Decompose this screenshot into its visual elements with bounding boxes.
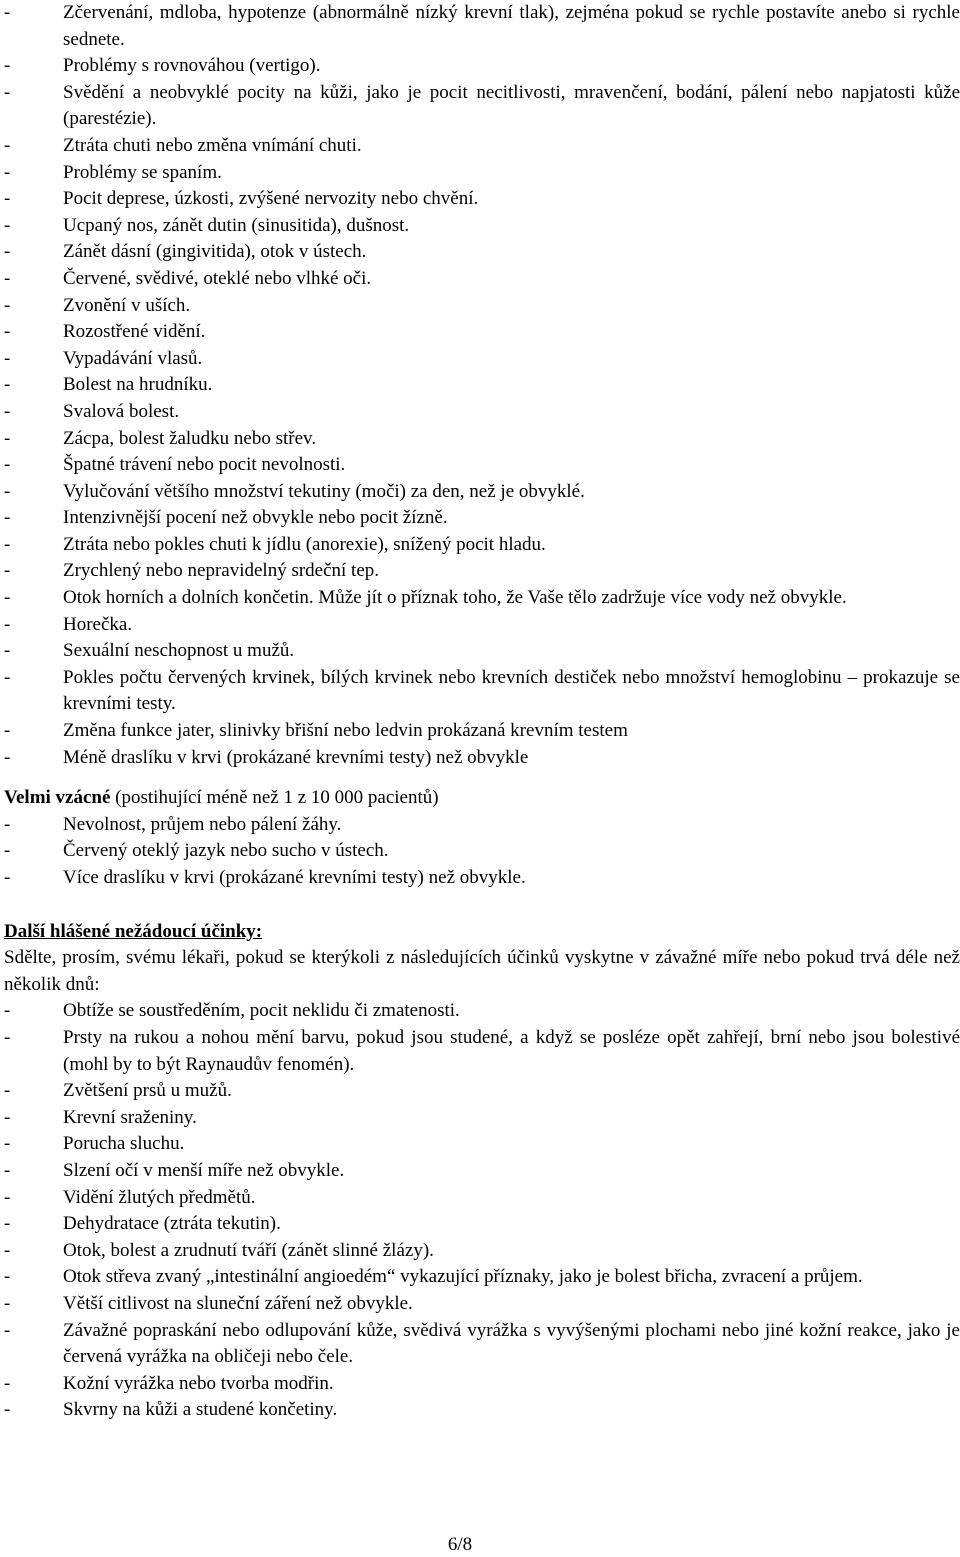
list-item: - Pokles počtu červených krvinek, bílých krvinek nebo krevních destiček nebo množství hemoglobinu – prokazuje se krevními testy. xyxy=(4,665,960,718)
list-item: - Problémy s rovnováhou (vertigo). xyxy=(4,53,960,80)
list-item: - Obtíže se soustředěním, pocit neklidu či zmatenosti. xyxy=(4,998,960,1025)
very-rare-qualifier: (postihující méně než 1 z 10 000 pacientů) xyxy=(110,787,439,809)
list-item: - Zánět dásní (gingivitida), otok v ústech. xyxy=(4,239,960,266)
list-item: - Dehydratace (ztráta tekutin). xyxy=(4,1211,960,1238)
list-item: - Červené, svědivé, oteklé nebo vlhké oči. xyxy=(4,266,960,293)
list-item: - Závažné popraskání nebo odlupování kůže, svědivá vyrážka s vyvýšenými plochami nebo jiné kožní reakce, jako je červená vyrážka na obličeji nebo čele. xyxy=(4,1318,960,1371)
list-item: - Ztráta nebo pokles chuti k jídlu (anorexie), snížený pocit hladu. xyxy=(4,532,960,559)
list-item: - Porucha sluchu. xyxy=(4,1131,960,1158)
list-item: - Zvonění v uších. xyxy=(4,293,960,320)
side-effects-list-continued xyxy=(4,0,960,771)
list-item: - Sexuální neschopnost u mužů. xyxy=(4,638,960,665)
other-effects-list xyxy=(4,998,960,1424)
list-item: - Zčervenání, mdloba, hypotenze (abnormálně nízký krevní tlak), zejména pokud se rychle postavíte anebo si rychle sednete. xyxy=(4,0,960,53)
list-item: - Otok horních a dolních končetin. Může jít o příznak toho, že Vaše tělo zadržuje více vody než obvykle. xyxy=(4,585,960,612)
list-item: - Rozostřené vidění. xyxy=(4,319,960,346)
list-item: - Pocit deprese, úzkosti, zvýšené nervozity nebo chvění. xyxy=(4,186,960,213)
list-item: - Skvrny na kůži a studené končetiny. xyxy=(4,1397,960,1424)
very-rare-label: Velmi vzácné xyxy=(4,787,111,809)
document-page xyxy=(4,0,960,1424)
list-item: - Otok střeva zvaný „intestinální angioedém“ vykazující příznaky, jako je bolest břicha, zvracení a průjem. xyxy=(4,1264,960,1291)
list-item: - Zrychlený nebo nepravidelný srdeční tep. xyxy=(4,558,960,585)
other-effects-intro: Sdělte, prosím, svému lékaři, pokud se kterýkoli z následujících účinků vyskytne v závažné míře nebo pokud trvá déle než několik dnů: xyxy=(4,947,960,995)
list-item: - Vylučování většího množství tekutiny (moči) za den, než je obvyklé. xyxy=(4,479,960,506)
list-item: - Svalová bolest. xyxy=(4,399,960,426)
list-item: - Špatné trávení nebo pocit nevolnosti. xyxy=(4,452,960,479)
list-item: - Vypadávání vlasů. xyxy=(4,346,960,373)
list-item: - Bolest na hrudníku. xyxy=(4,372,960,399)
list-item: - Větší citlivost na sluneční záření než obvykle. xyxy=(4,1291,960,1318)
list-item: - Prsty na rukou a nohou mění barvu, pokud jsou studené, a když se posléze opět zahřejí, brní nebo jsou bolestivé (mohl by to být Raynaudův fenomén). xyxy=(4,1025,960,1078)
page-number: 6/8 xyxy=(447,1534,473,1555)
other-effects-heading: Další hlášené nežádoucí účinky: xyxy=(4,920,263,942)
list-item: - Intenzivnější pocení než obvykle nebo pocit žízně. xyxy=(4,505,960,532)
list-item: - Otok, bolest a zrudnutí tváří (zánět slinné žlázy). xyxy=(4,1238,960,1265)
list-item: - Nevolnost, průjem nebo pálení žáhy. xyxy=(4,812,960,839)
very-rare-list xyxy=(4,812,960,892)
other-effects-section xyxy=(4,919,960,1424)
list-item: - Horečka. xyxy=(4,612,960,639)
list-item: - Změna funkce jater, slinivky břišní nebo ledvin prokázaná krevním testem xyxy=(4,718,960,745)
list-item: - Ztráta chuti nebo změna vnímání chuti. xyxy=(4,133,960,160)
list-item: - Kožní vyrážka nebo tvorba modřin. xyxy=(4,1371,960,1398)
list-item: - Méně draslíku v krvi (prokázané krevními testy) než obvykle xyxy=(4,745,960,772)
list-item: - Červený oteklý jazyk nebo sucho v ústech. xyxy=(4,838,960,865)
very-rare-heading xyxy=(4,785,960,812)
list-item: - Slzení očí v menší míře než obvykle. xyxy=(4,1158,960,1185)
list-item: - Krevní sraženiny. xyxy=(4,1105,960,1132)
list-item: - Více draslíku v krvi (prokázané krevními testy) než obvykle. xyxy=(4,865,960,892)
list-item: - Zvětšení prsů u mužů. xyxy=(4,1078,960,1105)
list-item: - Svědění a neobvyklé pocity na kůži, jako je pocit necitlivosti, mravenčení, bodání, pálení nebo napjatosti kůže (parestézie). xyxy=(4,80,960,133)
list-item: - Zácpa, bolest žaludku nebo střev. xyxy=(4,426,960,453)
list-item: - Problémy se spaním. xyxy=(4,160,960,187)
list-item: - Ucpaný nos, zánět dutin (sinusitida), dušnost. xyxy=(4,213,960,240)
very-rare-section xyxy=(4,785,960,891)
list-item: - Vidění žlutých předmětů. xyxy=(4,1185,960,1212)
